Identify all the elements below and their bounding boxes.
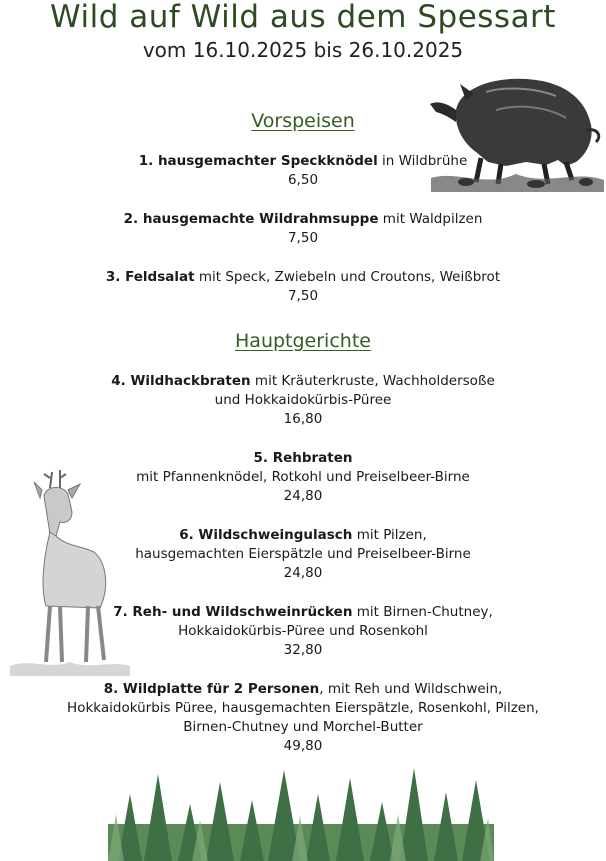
- item-name: 6. Wildschweingulasch: [179, 527, 353, 543]
- item-description-line2: Hokkaidokürbis-Püree und Rosenkohl: [178, 623, 428, 639]
- menu-title: Wild auf Wild aus dem Spessart: [50, 0, 556, 35]
- item-price: 49,80: [283, 738, 323, 754]
- menu-item-1: [30, 152, 576, 190]
- menu-item-7: [30, 603, 576, 660]
- menu-item-3: [30, 268, 576, 306]
- forest-silhouette: [108, 764, 494, 861]
- item-name: 2. hausgemachte Wildrahmsuppe: [123, 211, 379, 227]
- item-description-line2: und Hokkaidokürbis-Püree: [214, 392, 392, 408]
- section-heading-hauptgerichte: Hauptgerichte: [235, 330, 371, 352]
- item-description-line2: mit Pfannenknödel, Rotkohl und Preiselbeer-Birne: [136, 469, 470, 485]
- item-name: 7. Reh- und Wildschweinrücken: [113, 604, 353, 620]
- item-price: 6,50: [287, 172, 319, 188]
- item-description-line2: hausgemachten Eierspätzle und Preiselbeer-Birne: [135, 546, 471, 562]
- item-description: mit Kräuterkruste, Wachholdersoße: [250, 373, 495, 389]
- menu-item-6: [30, 526, 576, 583]
- menu-item-4: [30, 372, 576, 429]
- section-heading-vorspeisen: Vorspeisen: [251, 110, 355, 132]
- item-description-multiline: , mit Reh und Wildschwein, Hokkaidokürbis Püree, hausgemachten Eierspätzle, Rosenkohl, Pilzen, Birnen-Chutney und Morchel-Butter: [67, 681, 539, 735]
- item-price: 7,50: [287, 288, 319, 304]
- menu-dates: vom 16.10.2025 bis 26.10.2025: [142, 38, 464, 62]
- item-name: 5. Rehbraten: [253, 450, 353, 466]
- item-price: 24,80: [283, 488, 323, 504]
- item-description: mit Pilzen,: [352, 527, 427, 543]
- menu-item-8: [30, 680, 576, 756]
- menu-item-2: [30, 210, 576, 248]
- item-description: mit Waldpilzen: [378, 211, 483, 227]
- item-description: mit Speck, Zwiebeln und Croutons, Weißbrot: [194, 269, 501, 285]
- menu-item-5: [30, 449, 576, 506]
- item-name: 1. hausgemachter Speckknödel: [138, 153, 378, 169]
- item-price: 32,80: [283, 642, 323, 658]
- item-price: 7,50: [287, 230, 319, 246]
- item-name: 8. Wildplatte für 2 Personen: [103, 681, 320, 697]
- item-price: 24,80: [283, 565, 323, 581]
- item-description: mit Birnen-Chutney,: [352, 604, 493, 620]
- item-name: 4. Wildhackbraten: [111, 373, 251, 389]
- item-price: 16,80: [283, 411, 323, 427]
- item-name: 3. Feldsalat: [105, 269, 195, 285]
- item-description: in Wildbrühe: [377, 153, 468, 169]
